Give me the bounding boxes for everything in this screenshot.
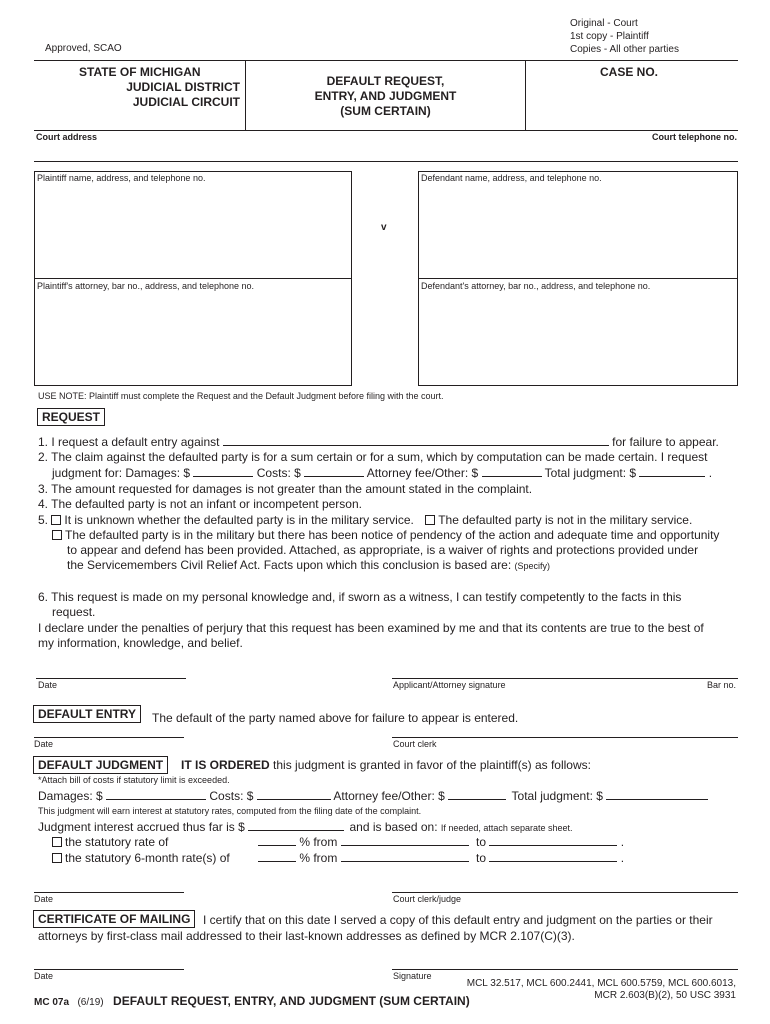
accrued-label: Judgment interest accrued thus far is $ <box>38 820 245 834</box>
certificate-signature-line[interactable] <box>392 969 738 970</box>
request-item-5e <box>67 558 550 572</box>
judgment-costs-field[interactable] <box>257 789 331 800</box>
declaration-line-2: my information, knowledge, and belief. <box>38 636 243 650</box>
header-top-rule <box>34 60 738 61</box>
to-1: to <box>476 835 487 849</box>
bar-no-label: Bar no. <box>706 680 736 690</box>
costs-label: Costs: $ <box>256 466 301 480</box>
court-address-label: Court address <box>36 132 98 142</box>
in-military-label: The defaulted party is in the military but there has been notice of pendency of the action and adequate time and opportunity <box>65 528 720 542</box>
pct-from-2: % from <box>299 851 338 865</box>
judgment-clerk-label: Court clerk/judge <box>393 894 462 904</box>
if-needed-hint: If needed, attach separate sheet. <box>440 823 573 833</box>
from-2-field[interactable] <box>341 851 469 862</box>
court-address-rule <box>34 161 738 162</box>
request-item-5 <box>38 513 692 527</box>
copies-line-3: Copies - All other parties <box>570 44 679 55</box>
declaration-line-1: I declare under the penalties of perjury that this request has been examined by me and that its contents are true to the best of <box>38 621 704 635</box>
request-item-3: 3. The amount requested for damages is not greater than the amount stated in the complaint. <box>38 482 533 496</box>
judgment-date-line[interactable] <box>34 892 184 893</box>
entry-date-line[interactable] <box>34 737 184 738</box>
period-1: . <box>620 835 625 849</box>
military-unknown-label: It is unknown whether the defaulted party is in the military service. <box>64 513 414 527</box>
form-title-line-1: DEFAULT REQUEST, <box>326 74 445 88</box>
request-item-5c <box>52 528 719 542</box>
in-military-checkbox[interactable] <box>52 530 62 540</box>
from-1-field[interactable] <box>341 835 469 846</box>
item1-end: for failure to appear. <box>612 435 719 449</box>
judgment-damages-field[interactable] <box>106 789 206 800</box>
plaintiff-attorney-label: Plaintiff's attorney, bar no., address, and telephone no. <box>37 281 255 291</box>
not-military-checkbox[interactable] <box>425 515 435 525</box>
accrued-field[interactable] <box>248 820 344 831</box>
period-2: . <box>620 851 625 865</box>
ordered-bold: IT IS ORDERED <box>181 758 270 772</box>
statutory-rate-label: the statutory rate of <box>65 835 169 849</box>
ordered-rest: this judgment is granted in favor of the plaintiff(s) as follows: <box>273 758 591 772</box>
fee-field[interactable] <box>482 466 542 477</box>
request-item-4: 4. The defaulted party is not an infant or incompetent person. <box>38 497 362 511</box>
total-field[interactable] <box>639 466 705 477</box>
plaintiff-label: Plaintiff name, address, and telephone no. <box>37 173 206 183</box>
certificate-text-1: I certify that on this date I served a copy of this default entry and judgment on the parties or their <box>203 913 713 927</box>
not-military-label: The defaulted party is not in the military service. <box>438 513 693 527</box>
header-divider-right <box>525 60 526 130</box>
court-phone-label: Court telephone no. <box>652 132 737 142</box>
statutory-6m-checkbox[interactable] <box>52 853 62 863</box>
copies-line-2: 1st copy - Plaintiff <box>570 31 649 42</box>
form-id <box>34 992 470 1010</box>
request-item-1 <box>38 435 719 449</box>
statutory-rate-period <box>258 835 624 849</box>
certificate-date-label: Date <box>34 971 54 981</box>
approved-label: Approved, SCAO <box>45 43 122 54</box>
item2-period: . <box>708 466 713 480</box>
use-note: USE NOTE: Plaintiff must complete the Request and the Default Judgment before filing with the court. <box>38 391 444 401</box>
fee-label: Attorney fee/Other: $ <box>366 466 479 480</box>
versus-label: v <box>381 222 387 233</box>
default-judgment-heading: DEFAULT JUDGMENT <box>33 756 168 774</box>
entry-clerk-line[interactable] <box>392 737 738 738</box>
ordered-line <box>181 758 591 772</box>
to-1-field[interactable] <box>489 835 617 846</box>
defaulted-party-field[interactable] <box>223 435 609 446</box>
state-label: STATE OF MICHIGAN <box>79 65 201 79</box>
judgment-date-label: Date <box>34 894 54 904</box>
judgment-damages-label: Damages: $ <box>38 789 103 803</box>
request-item-2b <box>52 466 712 480</box>
footer-title: DEFAULT REQUEST, ENTRY, AND JUDGMENT (SUM CERTAIN) <box>113 994 470 1008</box>
item5-number: 5. <box>38 513 49 527</box>
circuit-label: JUDICIAL CIRCUIT <box>132 95 240 109</box>
certificate-signature-label: Signature <box>393 971 432 981</box>
rate-2-field[interactable] <box>258 851 296 862</box>
statutory-6m-label: the statutory 6-month rate(s) of <box>65 851 230 865</box>
statutory-6m-period <box>258 851 624 865</box>
judgment-fee-label: Attorney fee/Other: $ <box>333 789 445 803</box>
judgment-costs-label: Costs: $ <box>209 789 254 803</box>
default-entry-text: The default of the party named above for failure to appear is entered. <box>152 711 519 725</box>
interest-note: This judgment will earn interest at statutory rates, computed from the filing date of the complaint. <box>38 806 422 816</box>
case-no-label: CASE NO. <box>600 65 659 79</box>
defendant-attorney-label: Defendant's attorney, bar no., address, and telephone no. <box>421 281 651 291</box>
form-revision: (6/19) <box>77 997 104 1008</box>
statutory-rate-option <box>52 835 168 849</box>
judgment-total-field[interactable] <box>606 789 708 800</box>
judgment-amounts <box>38 789 708 803</box>
certificate-date-line[interactable] <box>34 969 184 970</box>
pct-from-1: % from <box>299 835 338 849</box>
certificate-text-2: attorneys by first-class mail addressed to their last-known addresses as defined by MCR 2.107(C)(3). <box>38 929 575 943</box>
request-item-6b: request. <box>52 605 96 619</box>
costs-field[interactable] <box>304 466 364 477</box>
facts-label: the Servicemembers Civil Relief Act. Facts upon which this conclusion is based are: <box>67 558 512 572</box>
interest-accrued-line <box>38 820 573 834</box>
entry-clerk-label: Court clerk <box>393 739 437 749</box>
total-label: Total judgment: $ <box>544 466 637 480</box>
to-2: to <box>476 851 487 865</box>
form-number: MC 07a <box>34 997 70 1008</box>
request-date-line[interactable] <box>36 678 186 679</box>
defendant-label: Defendant name, address, and telephone no. <box>421 173 602 183</box>
copies-line-1: Original - Court <box>570 18 638 29</box>
judgment-fee-field[interactable] <box>448 789 506 800</box>
request-item-2a: 2. The claim against the defaulted party is for a sum certain or for a sum, which by computation can be made certain. I request <box>38 450 708 464</box>
to-2-field[interactable] <box>489 851 617 862</box>
request-item-6a: 6. This request is made on my personal knowledge and, if sworn as a witness, I can testify competently to the facts in this <box>38 590 682 604</box>
form-title-line-2: ENTRY, AND JUDGMENT <box>314 89 457 103</box>
judgment-total-label: Total judgment: $ <box>511 789 603 803</box>
statutory-6m-option <box>52 851 230 865</box>
citations-line-1: MCL 32.517, MCL 600.2441, MCL 600.5759, MCL 600.6013, <box>466 978 736 989</box>
request-signature-line[interactable] <box>392 678 738 679</box>
rate-1-field[interactable] <box>258 835 296 846</box>
certificate-heading: CERTIFICATE OF MAILING <box>33 910 195 928</box>
military-unknown-checkbox[interactable] <box>51 515 61 525</box>
damages-field[interactable] <box>193 466 253 477</box>
request-date-label: Date <box>38 680 58 690</box>
defendant-box-divider <box>418 278 738 279</box>
form-title-line-3: (SUM CERTAIN) <box>340 104 431 118</box>
district-label: JUDICIAL DISTRICT <box>126 80 240 94</box>
entry-date-label: Date <box>34 739 54 749</box>
judgment-clerk-line[interactable] <box>392 892 738 893</box>
default-entry-heading: DEFAULT ENTRY <box>33 705 141 723</box>
request-item-5d: to appear and defend has been provided. Attached, as appropriate, is a waiver of rights and protections provided under <box>67 543 699 557</box>
statutory-rate-checkbox[interactable] <box>52 837 62 847</box>
request-heading: REQUEST <box>37 408 105 426</box>
plaintiff-box-divider <box>34 278 352 279</box>
damages-label: judgment for: Damages: $ <box>52 466 191 480</box>
attach-note: *Attach bill of costs if statutory limit is exceeded. <box>38 775 230 785</box>
citations-line-2: MCR 2.603(B)(2), 50 USC 3931 <box>594 990 736 1001</box>
request-signature-label: Applicant/Attorney signature <box>393 680 506 690</box>
specify-hint: (Specify) <box>514 561 551 571</box>
header-bottom-rule <box>34 130 738 131</box>
based-on-label: and is based on: <box>349 820 438 834</box>
item1-text: 1. I request a default entry against <box>38 435 220 449</box>
